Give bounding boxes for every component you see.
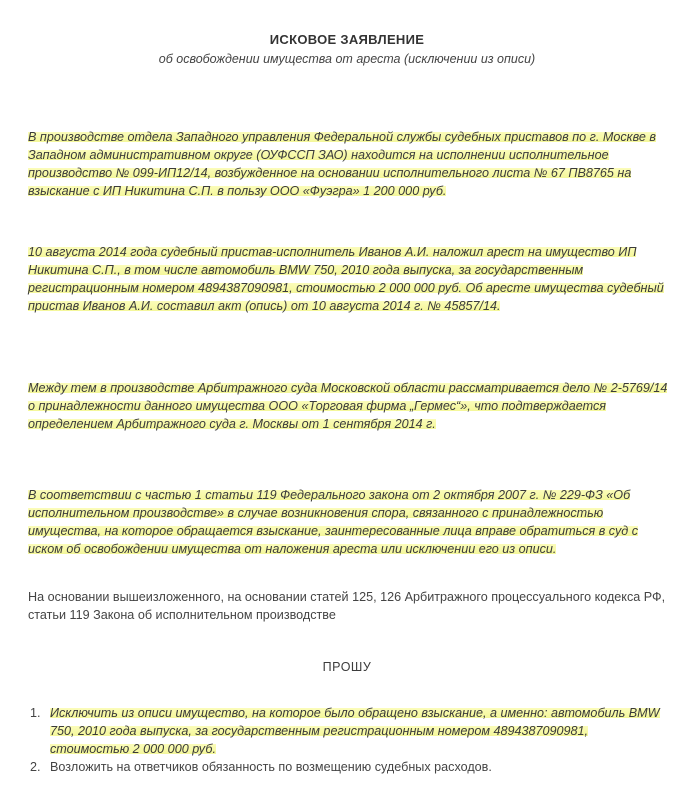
- paragraph-5: [28, 588, 668, 624]
- paragraph-3-text: Между тем в производстве Арбитражного суда Московской области рассматривается дело № 2-5769/14 о принадлежности данного имущества ООО «Торговая фирма „Гермес“», что подтверждается определением Арбитражного суда г. Москвы от 1 сентября 2014 г.: [28, 381, 668, 431]
- request-list: [28, 704, 668, 776]
- list-item-text: Исключить из описи имущество, на которое было обращено взыскание, а именно: автомобиль BMW 750, 2010 года выпуска, за государственным регистрационным номером 4894387090981, стоимостью 2 000 000 руб.: [50, 706, 660, 756]
- document-title: ИСКОВОЕ ЗАЯВЛЕНИЕ: [269, 32, 425, 47]
- paragraph-1: [28, 128, 668, 200]
- paragraph-5-text: На основании вышеизложенного, на основании статей 125, 126 Арбитражного процессуального кодекса РФ, статьи 119 Закона об исполнительном производстве: [28, 590, 666, 622]
- list-item-text: Возложить на ответчиков обязанность по возмещению судебных расходов.: [50, 760, 492, 774]
- request-heading: ПРОШУ: [322, 660, 372, 674]
- paragraph-4: [28, 486, 668, 558]
- list-item-number: 1.: [30, 706, 41, 720]
- document-subtitle: об освобождении имущества от ареста (исключении из описи): [158, 52, 536, 66]
- paragraph-2-text: 10 августа 2014 года судебный пристав-исполнитель Иванов А.И. наложил арест на имущество ИП Никитина С.П., в том числе автомобиль BMW 750, 2010 года выпуска, за государственным регистрационным номером 4894387090981, стоимостью 2 000 000 руб. Об аресте имущества судебный пристав Иванов А.И. составил акт (опись) от 10 августа 2014 г. № 45857/14.: [28, 245, 664, 313]
- paragraph-4-text: В соответствии с частью 1 статьи 119 Федерального закона от 2 октября 2007 г. № 229-ФЗ «Об исполнительном производстве» в случае возникновения спора, связанного с принадлежностью имущества, на которое обращается взыскание, заинтересованные лица вправе обратиться в суд с иском об освобождении имущества от наложения ареста или исключении его из описи.: [28, 488, 639, 556]
- paragraph-2: [28, 243, 668, 315]
- list-item-number: 2.: [30, 760, 41, 774]
- paragraph-3: [28, 379, 668, 433]
- list-item: [28, 704, 668, 758]
- list-item: [28, 758, 668, 776]
- paragraph-1-text: В производстве отдела Западного управления Федеральной службы судебных приставов по г. Москве в Западном административном округе (ОУФССП ЗАО) находится на исполнении исполнительное производство № 099-ИП12/14, возбужденное на основании исполнительного листа № 67 ПВ8765 на взыскание с ИП Никитина С.П. в пользу ООО «Фуэгра» 1 200 000 руб.: [28, 130, 656, 198]
